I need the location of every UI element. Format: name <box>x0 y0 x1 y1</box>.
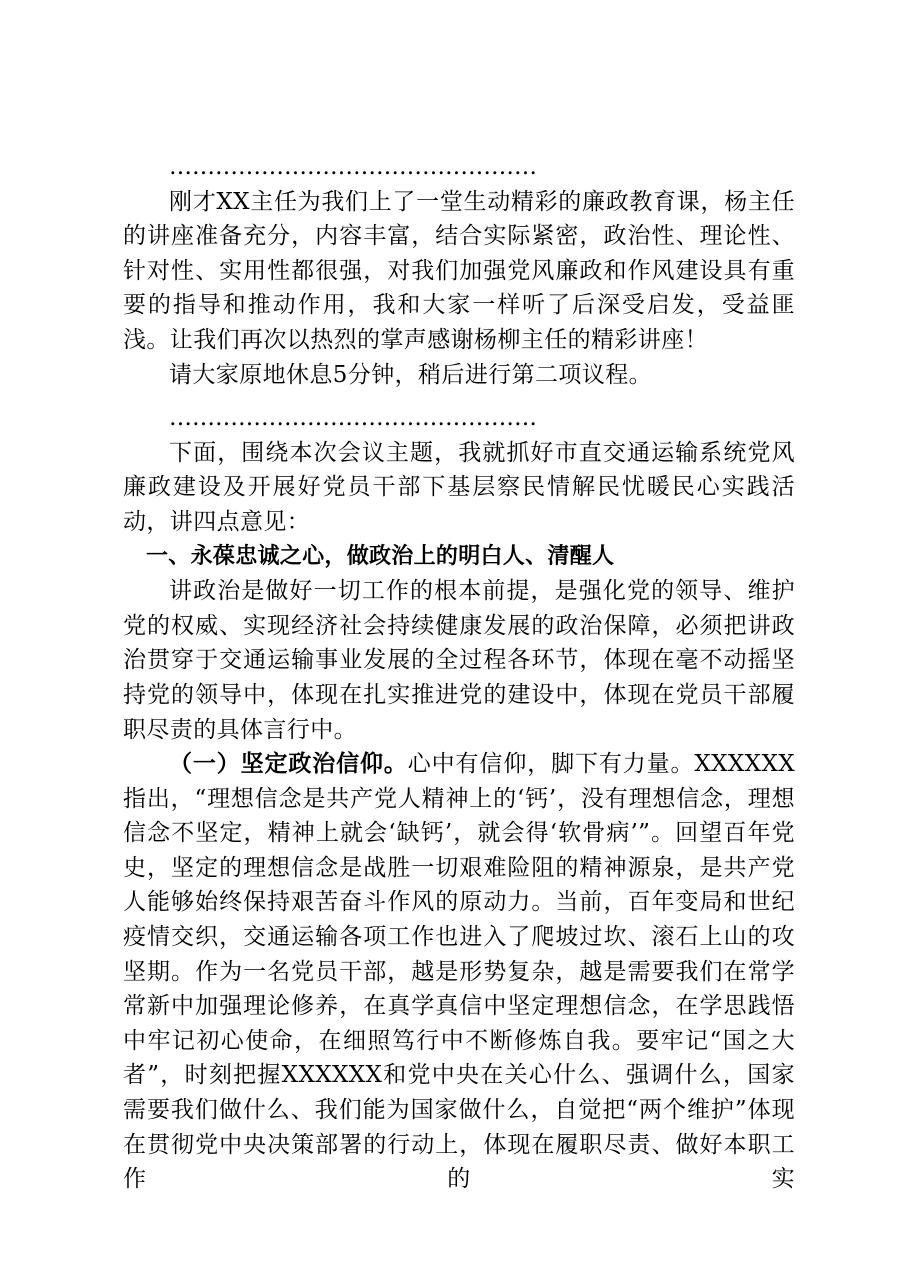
subsection-lead: （一）坚定政治信仰。 <box>169 751 408 778</box>
paragraph-break-notice: 请大家原地休息5分钟，稍后进行第二项议程。 <box>169 361 653 388</box>
section-heading: 一、永葆忠诚之心，做政治上的明白人、清醒人 <box>146 543 615 569</box>
separator-dots: ………………………………………… <box>169 405 537 432</box>
subsection-body: 心中有信仰，脚下有力量。XXXXXX指出，“理想信念是共产党人精神上的‘钙’，没有理想信念，理想信念不坚定，精神上就会‘缺钙’，就会得‘软骨病’”。回望百年党史，坚定的理想信念是战胜一切艰难险阻的精神源泉，是共产党人能够始终保持艰苦奋斗作风的原动力。当前，百年变局和世纪疫情交织，交通运输各项工作也进入了爬坡过坎、滚石上山的攻坚期。作为一名党员干部，越是形势复杂，越是需要我们在常学常新中加强理论修养，在真学真信中坚定理想信念，在学思践悟中牢记初心使命，在细照笃行中不断修炼自我。要牢记“国之大者”，时刻把握XXXXXX和党中央在关心什么、强调什么，国家需要我们做什么、我们能为国家做什么，自觉把“两个维护”体现在贯彻党中央决策部署的行动上，体现在履职尽责、做好本职工作的实 <box>123 751 795 1193</box>
separator-dots: ………………………………………… <box>169 154 537 180</box>
paragraph-political-belief <box>123 747 795 1197</box>
document-page <box>123 150 795 1197</box>
paragraph-section-body: 讲政治是做好一切工作的根本前提，是强化党的领导、维护党的权威、实现经济社会持续健康发展的政治保障，必须把讲政治贯穿于交通运输事业发展的全过程各环节，体现在毫不动摇坚持党的领导中，体现在扎实推进党的建设中，体现在党员干部履职尽责的具体言行中。 <box>123 578 795 743</box>
paragraph-intro: 下面，围绕本次会议主题，我就抓好市直交通运输系统党风廉政建设及开展好党员干部下基层察民情解民忧暖民心实践活动，讲四点意见： <box>123 439 795 535</box>
paragraph-closing-remarks: 刚才XX主任为我们上了一堂生动精彩的廉政教育课，杨主任的讲座准备充分，内容丰富，结合实际紧密，政治性、理论性、针对性、实用性都很强，对我们加强党风廉政和作风建设具有重要的指导和推动作用，我和大家一样听了后深受启发，受益匪浅。让我们再次以热烈的掌声感谢杨柳主任的精彩讲座！ <box>123 188 795 353</box>
